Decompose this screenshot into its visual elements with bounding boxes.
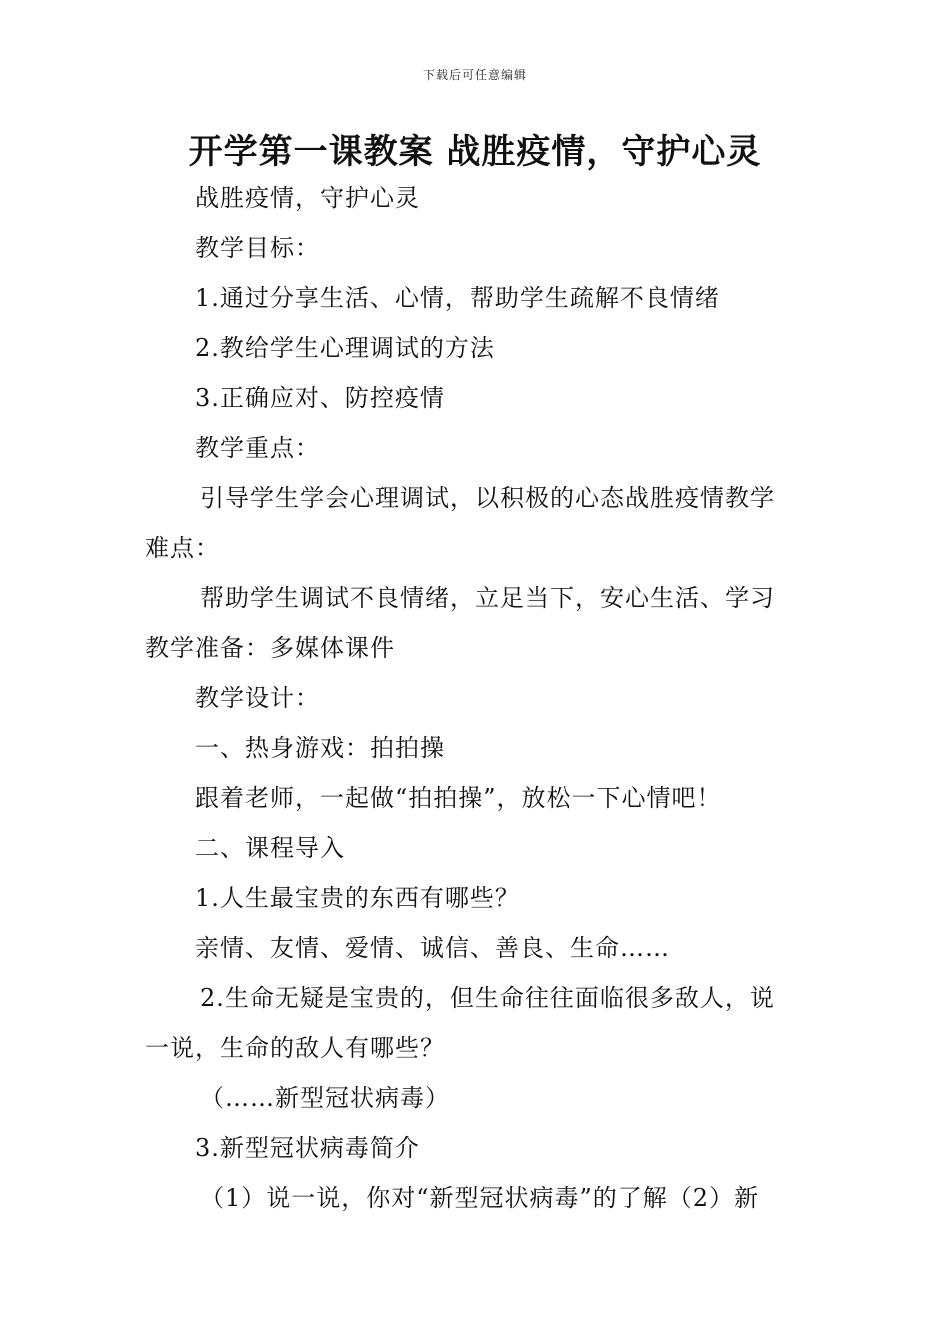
paragraph-line: 2.教给学生心理调试的方法: [195, 334, 495, 362]
paragraph-line: 教学目标：: [195, 234, 320, 262]
paragraph-line: 一说，生命的敌人有哪些？: [145, 1034, 445, 1062]
document-title: 开学第一课教案 战胜疫情，守护心灵: [188, 132, 762, 172]
paragraph-line: 战胜疫情，守护心灵: [195, 184, 420, 212]
paragraph-line: （1）说一说，你对“新型冠状病毒”的了解（2）新: [200, 1184, 760, 1212]
paragraph-line: 亲情、友情、爱情、诚信、善良、生命……: [195, 934, 670, 962]
paragraph-line: 1.人生最宝贵的东西有哪些？: [195, 884, 520, 912]
paragraph-line: 教学重点：: [195, 434, 320, 462]
paragraph-line: 一、热身游戏：拍拍操: [195, 734, 445, 762]
paragraph-line: （……新型冠状病毒）: [200, 1084, 450, 1112]
paragraph-line: 3.新型冠状病毒简介: [195, 1134, 420, 1162]
page-header-note: 下载后可任意编辑: [422, 68, 527, 82]
paragraph-line: 二、课程导入: [195, 834, 345, 862]
paragraph-line: 教学设计：: [195, 684, 320, 712]
paragraph-line: 1.通过分享生活、心情，帮助学生疏解不良情绪: [195, 284, 720, 312]
paragraph-line: 帮助学生调试不良情绪，立足当下，安心生活、学习: [200, 584, 775, 612]
paragraph-line: 3.正确应对、防控疫情: [195, 384, 445, 412]
paragraph-line: 教学准备：多媒体课件: [145, 634, 395, 662]
paragraph-line: 跟着老师，一起做“拍拍操”，放松一下心情吧！: [195, 784, 722, 812]
paragraph-line: 难点：: [145, 534, 220, 562]
paragraph-line: 引导学生学会心理调试，以积极的心态战胜疫情教学: [200, 484, 775, 512]
paragraph-line: 2.生命无疑是宝贵的，但生命往往面临很多敌人，说: [200, 984, 775, 1012]
